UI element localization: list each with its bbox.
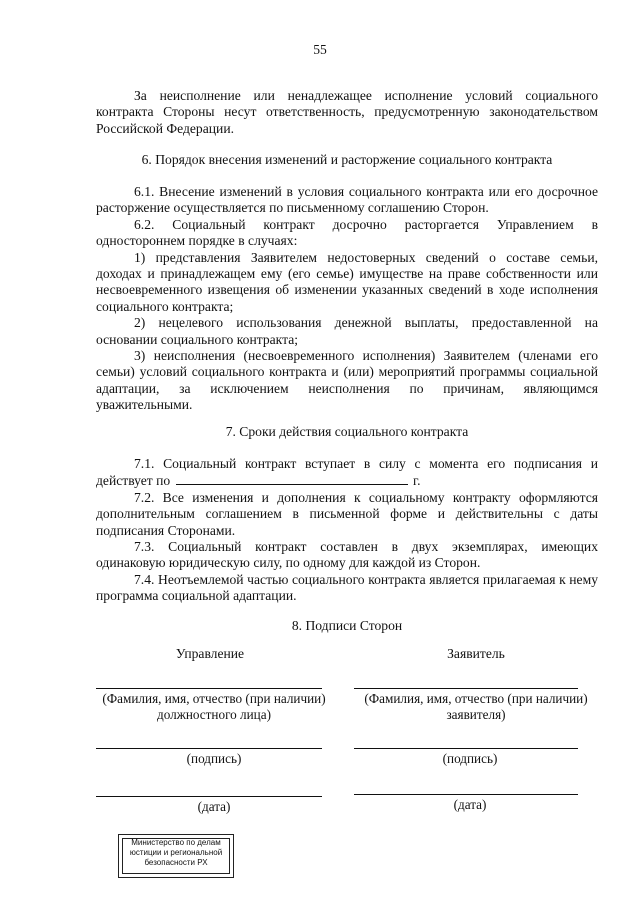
ministry-stamp [118, 834, 234, 878]
clause-6-2-item-2: 2) нецелевого использования денежной выплаты, предоставленной на основании социального контракта; [96, 315, 598, 347]
management-name-caption: (Фамилия, имя, отчество (при наличии) должностного лица) [102, 691, 326, 722]
clause-7-3: 7.3. Социальный контракт составлен в двух экземплярах, имеющих одинаковую юридическую силу, по одному для каждой из Сторон. [96, 539, 598, 571]
stamp-line-3: безопасности РХ [144, 858, 208, 867]
year-suffix: г. [413, 473, 421, 489]
clause-6-2-item-1: 1) представления Заявителем недостоверных сведений о составе семьи, доходах и принадлежащем ему (его семье) имуществе на праве собственности или несвоевременного извещения об изменении указанных сведений в ходе исполнения социального контракта; [96, 249, 598, 314]
applicant-date-caption: (дата) [453, 797, 487, 812]
clause-7-1-text: 7.1. Социальный контракт вступает в силу с момента его подписания и действует по [96, 456, 598, 489]
applicant-label: Заявитель [447, 646, 505, 661]
management-signature-line [96, 748, 322, 749]
clause-6-2-item-3: 3) неисполнения (несвоевременного исполнения) Заявителем (членами его семьи) условий социального контракта и (или) мероприятий программы социальной адаптации, за исключением неисполнения по причинам, являющимся уважительными. [96, 348, 598, 413]
page-number: 55 [313, 42, 327, 57]
management-date-caption: (дата) [197, 799, 231, 814]
section-6-title: 6. Порядок внесения изменений и расторжение социального контракта [141, 152, 553, 167]
section-6-body [96, 184, 598, 414]
clause-7-4: 7.4. Неотъемлемой частью социального контракта является прилагаемая к нему программа социальной адаптации. [96, 571, 598, 604]
applicant-name-line [354, 688, 578, 689]
stamp-inner-border [122, 838, 230, 874]
clause-7-1 [96, 456, 598, 490]
clause-6-1: 6.1. Внесение изменений в условия социального контракта или его досрочное расторжение осуществляется по письменному соглашению Сторон. [96, 184, 598, 216]
stamp-line-2: юстиции и региональной [129, 848, 223, 857]
management-signature-caption: (подпись) [186, 751, 242, 766]
clause-6-2: 6.2. Социальный контракт досрочно расторгается Управлением в одностороннем порядке в случаях: [96, 216, 598, 249]
section-7-body [96, 456, 598, 605]
stamp-line-1: Министерство по делам [131, 838, 221, 847]
intro-text: За неисполнение или ненадлежащее исполнение условий социального контракта Стороны несут ответственность, предусмотренную законодательством Российской Федерации. [96, 88, 598, 136]
management-date-line [96, 796, 322, 797]
end-date-blank [176, 472, 408, 485]
intro-paragraph [96, 88, 598, 137]
applicant-name-caption: (Фамилия, имя, отчество (при наличии) заявителя) [364, 691, 588, 722]
management-name-line [96, 688, 322, 689]
section-8-title: 8. Подписи Сторон [291, 618, 403, 633]
applicant-signature-caption: (подпись) [442, 751, 498, 766]
clause-7-2: 7.2. Все изменения и дополнения к социальному контракту оформляются дополнительным соглашением в письменной форме и действительны с даты подписания Сторонами. [96, 489, 598, 538]
applicant-date-line [354, 794, 578, 795]
section-7-title: 7. Сроки действия социального контракта [225, 424, 469, 439]
applicant-signature-line [354, 748, 578, 749]
management-label: Управление [175, 646, 245, 661]
